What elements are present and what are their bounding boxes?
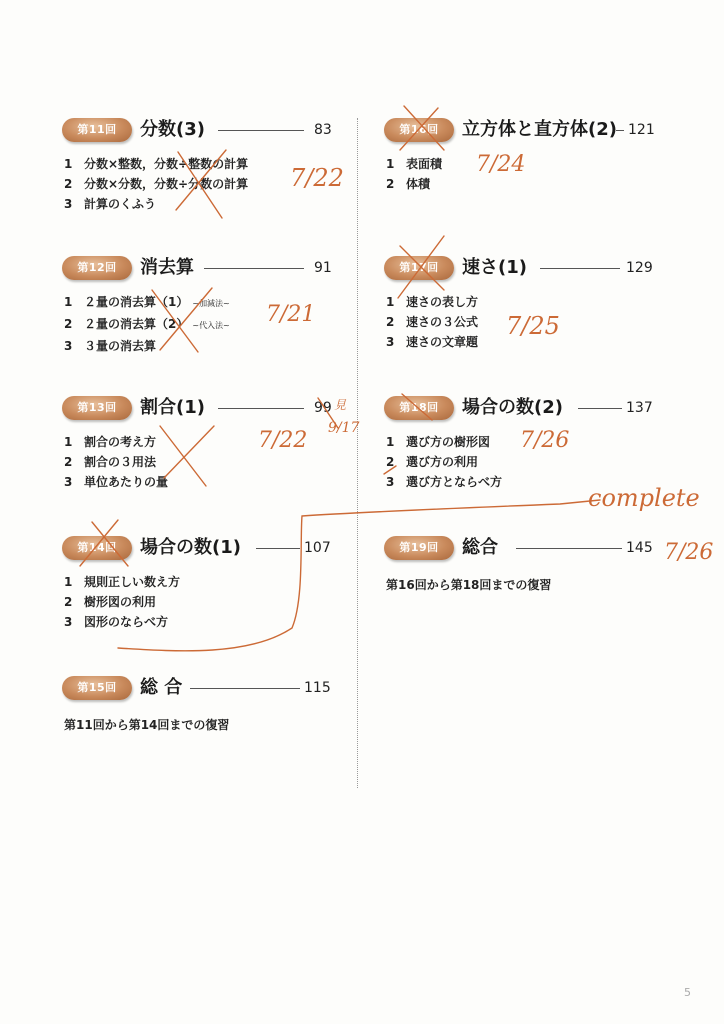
page-number: 83 [314,122,332,138]
handwritten-note: complete [588,484,700,512]
leader-line [540,268,620,269]
topic-item: 1 ２量の消去算（1） ~加減法~ [64,295,230,309]
lesson-badge: 第18回 [384,396,454,420]
handwritten-date: 7/22 [258,428,308,453]
lesson-14 [62,534,362,629]
handwritten-date: 7/26 [664,540,714,565]
topic-list [386,292,478,352]
topic-list [64,572,180,632]
topic-item: 1 表面積 [386,157,443,171]
leader-line [218,408,304,409]
page-number: 99 [314,400,332,416]
topic-item: 3 単位あたりの量 [64,475,169,489]
page-number: 129 [626,260,653,276]
handwritten-note: 見 [334,398,347,412]
page-number: 107 [304,540,331,556]
topic-list [64,432,168,492]
lesson-title: 立方体と直方体(2) [462,119,617,140]
leader-line [218,130,304,131]
page-number: 145 [626,540,653,556]
topic-item: 3 計算のくふう [64,197,157,211]
topic-item: 1 分数×整数，分数÷整数の計算 [64,157,249,171]
handwritten-date: 7/21 [266,302,316,327]
leader-line [516,548,622,549]
lesson-badge: 第16回 [384,118,454,142]
handwritten-date: 7/26 [520,428,570,453]
lesson-description: 第16回から第18回までの復習 [386,578,552,592]
topic-item: 1 割合の考え方 [64,435,157,449]
page-number: 137 [626,400,653,416]
topic-item: 2 割合の３用法 [64,455,157,469]
lesson-badge: 第14回 [62,536,132,560]
strike-mark [164,426,214,478]
topic-item: 3 ３量の消去算 [64,339,157,353]
lesson-title: 総 合 [140,677,183,698]
topic-item: 2 ２量の消去算（2） ~代入法~ [64,317,230,331]
handwritten-date: 7/25 [506,312,560,340]
leader-line [616,130,624,131]
lesson-badge: 第17回 [384,256,454,280]
topic-item: 3 速さの文章題 [386,335,479,349]
page-number: 115 [304,680,331,696]
topic-item: 3 選び方とならべ方 [386,475,503,489]
lesson-15 [62,674,362,732]
topic-list [64,154,248,214]
lesson-badge: 第11回 [62,118,132,142]
footer-page-number: 5 [684,986,691,999]
lesson-badge: 第12回 [62,256,132,280]
topic-item: 2 樹形図の利用 [64,595,157,609]
topic-list [386,432,502,492]
lesson-19 [384,534,684,592]
topic-item: 2 速さの３公式 [386,315,479,329]
topic-item: 1 規則正しい数え方 [64,575,181,589]
topic-item: 1 選び方の樹形図 [386,435,491,449]
handwritten-date: 7/22 [290,164,344,192]
page-number: 121 [628,122,655,138]
topic-list [386,154,442,194]
lesson-title: 総合 [462,537,498,558]
topic-item: 1 速さの表し方 [386,295,479,309]
handwritten-date: 7/24 [476,152,526,177]
lesson-title: 場合の数(1) [140,537,241,558]
lesson-badge: 第19回 [384,536,454,560]
topic-item: 2 体積 [386,177,431,191]
leader-line [256,548,300,549]
topic-item: 2 選び方の利用 [386,455,479,469]
topic-item: 3 図形のならべ方 [64,615,169,629]
topic-list [64,292,230,356]
page-number: 91 [314,260,332,276]
topic-item: 2 分数×分数，分数÷分数の計算 [64,177,249,191]
lesson-badge: 第15回 [62,676,132,700]
lesson-description: 第11回から第14回までの復習 [64,718,230,732]
lesson-title: 消去算 [140,257,194,278]
leader-line [578,408,622,409]
lesson-title: 場合の数(2) [462,397,563,418]
lesson-title: 速さ(1) [462,257,527,278]
lesson-title: 割合(1) [140,397,205,418]
lesson-title: 分数(3) [140,119,205,140]
lesson-badge: 第13回 [62,396,132,420]
handwritten-date: 9/17 [328,420,360,436]
leader-line [190,688,300,689]
leader-line [204,268,304,269]
